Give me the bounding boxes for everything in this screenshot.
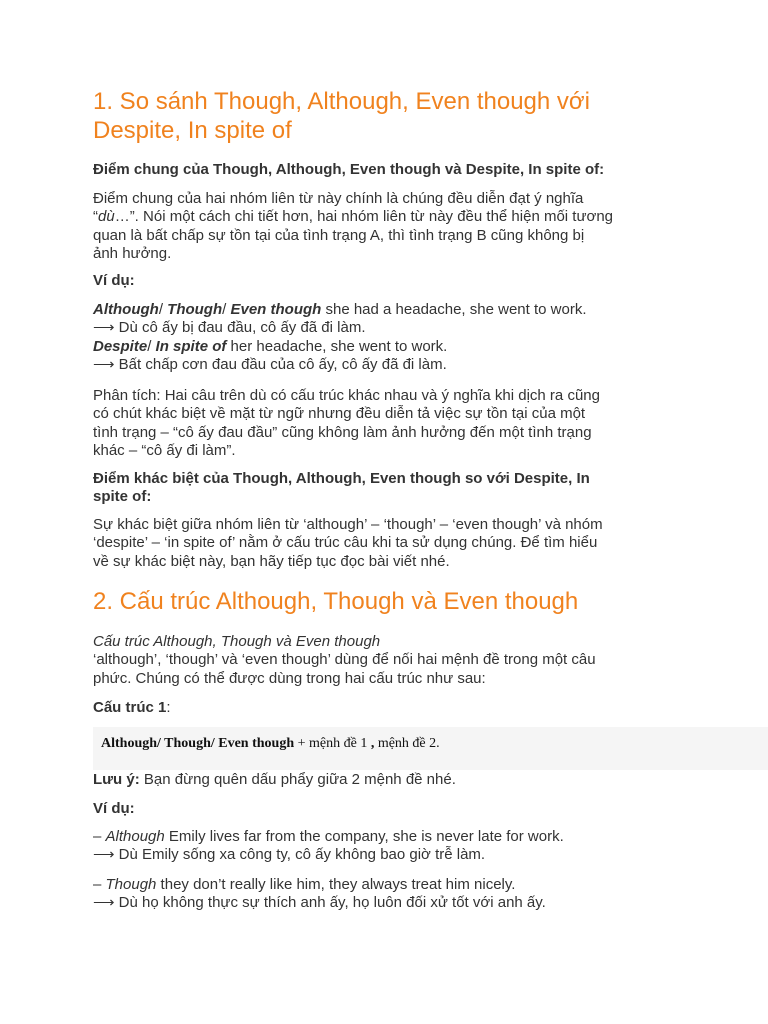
differences-line-2: ‘despite’ – ‘in spite of’ nằm ở cấu trúc câu khi ta sử dụng chúng. Để tìm hiểu: [93, 534, 598, 552]
example-label-1: Ví dụ:: [93, 272, 135, 289]
differences-paragraph: [93, 516, 683, 571]
common-points-line-3: quan là bất chấp sự tồn tại của tình trạng A, thì tình trạng B cũng không bị: [93, 226, 585, 244]
example-2-sentence: Despite/ In spite of her headache, she went to work.: [93, 337, 448, 355]
analysis-line-3: tình trạng – “cô ấy đau đầu” cũng không làm ảnh hưởng đến một tình trạng: [93, 423, 592, 441]
common-points-title: Điểm chung của Though, Although, Even though và Despite, In spite of:: [93, 161, 605, 178]
analysis-line-4: khác – “cô ấy đi làm”.: [93, 441, 236, 459]
example-3-sentence: – Although Emily lives far from the company, she is never late for work.: [93, 828, 564, 845]
example-block-2a: [93, 828, 683, 865]
example-3-translation: ⟶ Dù Emily sống xa công ty, cô ấy không bao giờ trễ làm.: [93, 846, 486, 864]
image-caption: Cấu trúc Although, Though và Even though: [93, 633, 381, 650]
analysis-paragraph: [93, 387, 683, 460]
differences-title: [93, 470, 683, 507]
example-4-translation: ⟶ Dù họ không thực sự thích anh ấy, họ luôn đối xử tốt với anh ấy.: [93, 894, 546, 912]
common-points-line-1: Điểm chung của hai nhóm liên từ này chính là chúng đều diễn đạt ý nghĩa: [93, 190, 584, 207]
common-points-line-2: “dù…”. Nói một cách chi tiết hơn, hai nhóm liên từ này đều thể hiện mối tương: [93, 208, 614, 226]
section-1-heading-line-2: Despite, In spite of: [93, 117, 292, 144]
intro-line-1: ‘although’, ‘though’ và ‘even though’ dùng để nối hai mệnh đề trong một câu: [93, 651, 596, 669]
formula-box: [93, 727, 768, 770]
section-1-heading: [93, 87, 693, 145]
example-1-translation: ⟶ Dù cô ấy bị đau đầu, cô ấy đã đi làm.: [93, 319, 366, 337]
common-points-line-4: ảnh hưởng.: [93, 244, 172, 262]
example-label-2: Ví dụ:: [93, 800, 135, 817]
example-block-2b: [93, 876, 683, 913]
structure-intro: [93, 633, 683, 688]
intro-line-2: phức. Chúng có thể được dùng trong hai cấu trúc như sau:: [93, 669, 486, 687]
differences-line-3: về sự khác biệt này, bạn hãy tiếp tục đọc bài viết nhé.: [93, 552, 450, 570]
analysis-line-1: Phân tích: Hai câu trên dù có cấu trúc khác nhau và ý nghĩa khi dịch ra cũng: [93, 387, 600, 404]
example-block-1: [93, 301, 683, 374]
section-1-heading-line-1: 1. So sánh Though, Although, Even though với: [93, 88, 590, 115]
formula-text: Although/ Though/ Even though + mệnh đề 1 , mệnh đề 2.: [101, 736, 440, 751]
differences-title-line-2: spite of:: [93, 488, 152, 506]
structure-1-label: Cấu trúc 1:: [93, 699, 171, 716]
common-points-paragraph: [93, 190, 683, 263]
differences-line-1: Sự khác biệt giữa nhóm liên từ ‘although’ – ‘though’ – ‘even though’ và nhóm: [93, 516, 603, 533]
example-2-translation: ⟶ Bất chấp cơn đau đầu của cô ấy, cô ấy đã đi làm.: [93, 355, 447, 373]
note: Lưu ý: Bạn đừng quên dấu phẩy giữa 2 mệnh đề nhé.: [93, 771, 456, 788]
example-1-sentence: Although/ Though/ Even though she had a headache, she went to work.: [93, 301, 587, 318]
analysis-line-2: có chút khác biệt về mặt từ ngữ nhưng đều diễn tả việc sự tồn tại của một: [93, 405, 586, 423]
example-4-sentence: – Though they don’t really like him, they always treat him nicely.: [93, 876, 516, 893]
section-2-heading: 2. Cấu trúc Although, Though và Even though: [93, 588, 579, 615]
differences-title-line-1: Điểm khác biệt của Though, Although, Even though so với Despite, In: [93, 470, 590, 487]
